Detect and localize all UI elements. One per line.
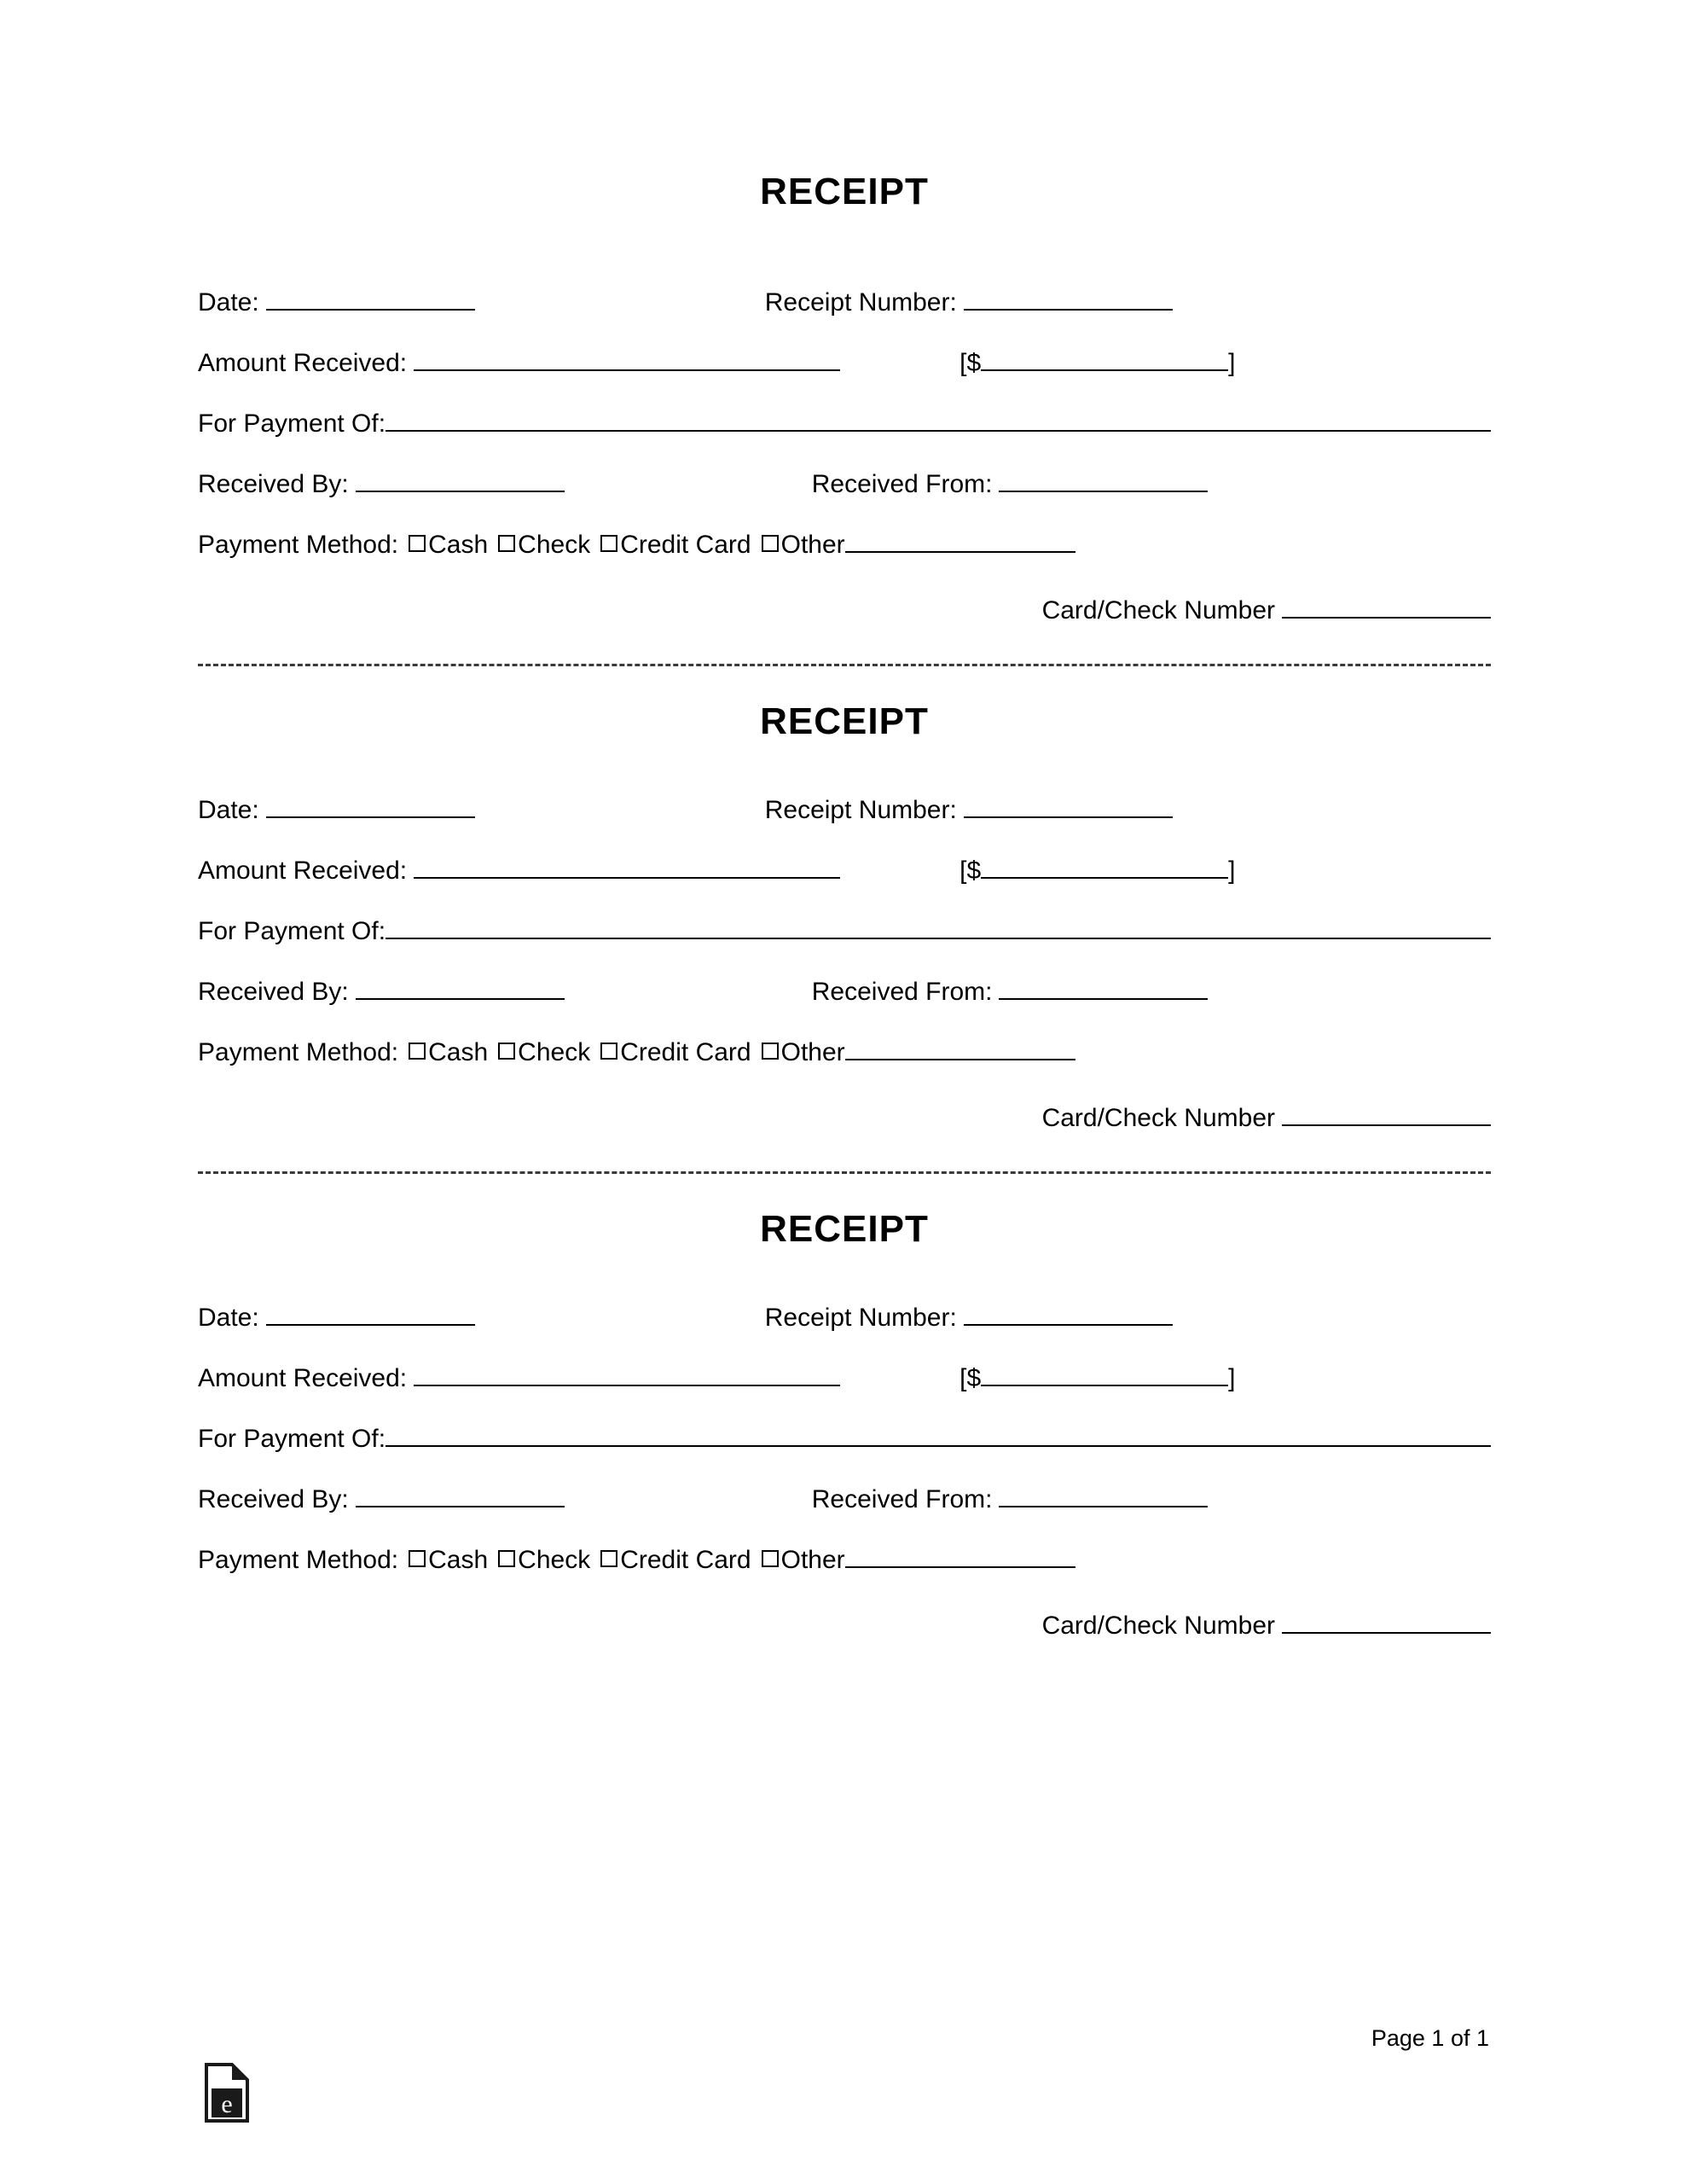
amount-received-input[interactable] bbox=[414, 346, 840, 371]
checkbox-icon[interactable] bbox=[600, 1043, 617, 1060]
received-from-input[interactable] bbox=[999, 1482, 1208, 1507]
card-check-number-input[interactable] bbox=[1282, 1101, 1491, 1126]
row-card-check-number bbox=[198, 1101, 1491, 1132]
check-label: Check bbox=[518, 530, 591, 559]
field-received-by bbox=[198, 1482, 565, 1513]
other-label: Other bbox=[780, 530, 845, 559]
received-by-input[interactable] bbox=[356, 467, 565, 492]
date-input[interactable] bbox=[266, 1300, 475, 1326]
date-label: Date: bbox=[198, 288, 259, 317]
field-date bbox=[198, 1300, 475, 1332]
receipt-number-label: Receipt Number: bbox=[764, 288, 957, 317]
receipt-number-label: Receipt Number: bbox=[764, 1304, 957, 1332]
payment-method-label: Payment Method: bbox=[198, 1038, 399, 1066]
amount-received-input[interactable] bbox=[414, 1361, 840, 1386]
for-payment-of-label: For Payment Of: bbox=[198, 917, 386, 945]
for-payment-of-input[interactable] bbox=[386, 1421, 1491, 1447]
cash-label: Cash bbox=[428, 530, 489, 559]
received-by-label: Received By: bbox=[198, 1485, 349, 1513]
row-for-payment-of bbox=[198, 1421, 1491, 1453]
checkbox-icon[interactable] bbox=[600, 1550, 617, 1567]
field-received-from bbox=[812, 1482, 1209, 1513]
card-check-number-input[interactable] bbox=[1282, 1608, 1491, 1634]
bracket-close: ] bbox=[1228, 349, 1236, 377]
payment-method-cash[interactable] bbox=[398, 1546, 488, 1574]
field-received-by bbox=[198, 467, 565, 498]
row-received-by-from bbox=[198, 1482, 1491, 1513]
receipt-sheet bbox=[198, 0, 1491, 1640]
cash-label: Cash bbox=[428, 1037, 489, 1066]
cash-label: Cash bbox=[428, 1545, 489, 1574]
row-for-payment-of bbox=[198, 406, 1491, 438]
other-label: Other bbox=[780, 1037, 845, 1066]
checkbox-icon[interactable] bbox=[498, 1043, 515, 1060]
field-received-from bbox=[812, 974, 1209, 1006]
row-amount-received bbox=[198, 346, 1491, 377]
receipt-number-label: Receipt Number: bbox=[764, 796, 957, 824]
date-input[interactable] bbox=[266, 285, 475, 311]
page-number: Page 1 of 1 bbox=[1371, 2025, 1489, 2051]
amount-received-label: Amount Received: bbox=[198, 1364, 408, 1392]
field-amount-received bbox=[198, 1361, 840, 1392]
date-label: Date: bbox=[198, 1304, 259, 1332]
payment-method-credit-card[interactable] bbox=[590, 1546, 751, 1574]
row-received-by-from bbox=[198, 467, 1491, 498]
checkbox-icon[interactable] bbox=[762, 1550, 779, 1567]
field-received-from bbox=[812, 467, 1209, 498]
date-input[interactable] bbox=[266, 793, 475, 818]
field-receipt-number bbox=[765, 1300, 1173, 1332]
for-payment-of-input[interactable] bbox=[386, 914, 1491, 939]
bracket-close: ] bbox=[1228, 857, 1236, 885]
field-amount-box bbox=[959, 853, 1235, 885]
for-payment-of-label: For Payment Of: bbox=[198, 410, 386, 438]
received-from-input[interactable] bbox=[999, 467, 1208, 492]
amount-box-input[interactable] bbox=[981, 853, 1228, 879]
payment-method-credit-card[interactable] bbox=[590, 1038, 751, 1066]
payment-method-other[interactable] bbox=[751, 1038, 845, 1066]
amount-received-label: Amount Received: bbox=[198, 857, 408, 885]
row-payment-method bbox=[198, 1035, 1491, 1066]
receipt-block-3 bbox=[198, 1174, 1491, 1640]
row-amount-received bbox=[198, 1361, 1491, 1392]
payment-method-check[interactable] bbox=[488, 1546, 590, 1574]
received-by-input[interactable] bbox=[356, 1482, 565, 1507]
payment-method-other-input[interactable] bbox=[845, 1035, 1075, 1060]
bracket-close: ] bbox=[1228, 1364, 1236, 1392]
receipt-number-input[interactable] bbox=[964, 285, 1173, 311]
payment-method-check[interactable] bbox=[488, 1038, 590, 1066]
field-date bbox=[198, 793, 475, 824]
received-from-input[interactable] bbox=[999, 974, 1208, 1000]
payment-method-other[interactable] bbox=[751, 531, 845, 559]
field-receipt-number bbox=[765, 793, 1173, 824]
svg-text:e: e bbox=[221, 2090, 233, 2118]
payment-method-credit-card[interactable] bbox=[590, 531, 751, 559]
checkbox-icon[interactable] bbox=[409, 535, 426, 552]
receipt-title: RECEIPT bbox=[760, 1208, 929, 1250]
row-date-receipt-number bbox=[198, 793, 1491, 824]
receipt-block-2 bbox=[198, 666, 1491, 1174]
payment-method-other[interactable] bbox=[751, 1546, 845, 1574]
amount-box-input[interactable] bbox=[981, 1361, 1228, 1386]
checkbox-icon[interactable] bbox=[762, 1043, 779, 1060]
bracket-open: [$ bbox=[959, 349, 982, 377]
credit-card-label: Credit Card bbox=[620, 1037, 751, 1066]
amount-received-input[interactable] bbox=[414, 853, 840, 879]
payment-method-cash[interactable] bbox=[398, 531, 488, 559]
checkbox-icon[interactable] bbox=[600, 535, 617, 552]
row-card-check-number bbox=[198, 593, 1491, 624]
receipt-number-input[interactable] bbox=[964, 793, 1173, 818]
field-received-by bbox=[198, 974, 565, 1006]
row-date-receipt-number bbox=[198, 285, 1491, 317]
received-from-label: Received From: bbox=[811, 470, 993, 498]
checkbox-icon[interactable] bbox=[409, 1550, 426, 1567]
row-amount-received bbox=[198, 853, 1491, 885]
bracket-open: [$ bbox=[959, 1364, 982, 1392]
field-date bbox=[198, 285, 475, 317]
received-by-input[interactable] bbox=[356, 974, 565, 1000]
payment-method-cash[interactable] bbox=[398, 1038, 488, 1066]
received-by-label: Received By: bbox=[198, 978, 349, 1006]
card-check-number-label: Card/Check Number bbox=[1041, 1612, 1275, 1640]
receipt-title: RECEIPT bbox=[760, 171, 929, 212]
payment-method-other-input[interactable] bbox=[845, 527, 1075, 553]
field-amount-box bbox=[959, 346, 1235, 377]
card-check-number-label: Card/Check Number bbox=[1041, 596, 1275, 624]
card-check-number-input[interactable] bbox=[1282, 593, 1491, 619]
amount-box-input[interactable] bbox=[981, 346, 1228, 371]
row-payment-method bbox=[198, 1542, 1491, 1574]
checkbox-icon[interactable] bbox=[498, 1550, 515, 1567]
card-check-number-label: Card/Check Number bbox=[1041, 1104, 1275, 1132]
amount-received-label: Amount Received: bbox=[198, 349, 408, 377]
field-receipt-number bbox=[765, 285, 1173, 317]
other-label: Other bbox=[780, 1545, 845, 1574]
receipt-number-input[interactable] bbox=[964, 1300, 1173, 1326]
check-label: Check bbox=[518, 1545, 591, 1574]
payment-method-label: Payment Method: bbox=[198, 531, 399, 559]
row-received-by-from bbox=[198, 974, 1491, 1006]
row-payment-method bbox=[198, 527, 1491, 559]
checkbox-icon[interactable] bbox=[498, 535, 515, 552]
for-payment-of-label: For Payment Of: bbox=[198, 1425, 386, 1453]
bracket-open: [$ bbox=[959, 857, 982, 885]
credit-card-label: Credit Card bbox=[620, 1545, 751, 1574]
payment-method-check[interactable] bbox=[488, 531, 590, 559]
for-payment-of-input[interactable] bbox=[386, 406, 1491, 432]
checkbox-icon[interactable] bbox=[762, 535, 779, 552]
check-label: Check bbox=[518, 1037, 591, 1066]
received-from-label: Received From: bbox=[811, 1485, 993, 1513]
payment-method-other-input[interactable] bbox=[845, 1542, 1075, 1568]
receipt-title: RECEIPT bbox=[760, 700, 929, 742]
payment-method-label: Payment Method: bbox=[198, 1546, 399, 1574]
row-for-payment-of bbox=[198, 914, 1491, 945]
checkbox-icon[interactable] bbox=[409, 1043, 426, 1060]
receipt-block-1 bbox=[198, 0, 1491, 666]
row-date-receipt-number bbox=[198, 1300, 1491, 1332]
row-card-check-number bbox=[198, 1608, 1491, 1640]
received-from-label: Received From: bbox=[811, 978, 993, 1006]
field-amount-box bbox=[959, 1361, 1235, 1392]
field-amount-received bbox=[198, 346, 840, 377]
credit-card-label: Credit Card bbox=[620, 530, 751, 559]
date-label: Date: bbox=[198, 796, 259, 824]
eforms-logo-icon bbox=[203, 2063, 251, 2123]
received-by-label: Received By: bbox=[198, 470, 349, 498]
field-amount-received bbox=[198, 853, 840, 885]
